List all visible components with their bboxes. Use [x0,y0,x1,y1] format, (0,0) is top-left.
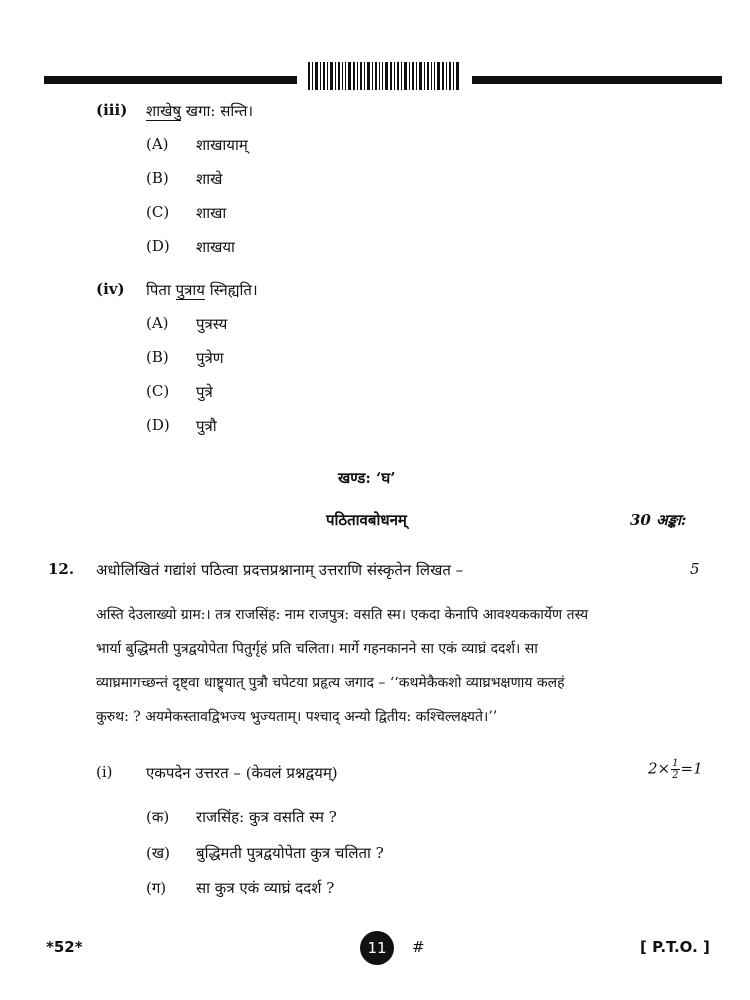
footer-code: *52* [46,938,83,956]
option-text: शाखायाम् [196,136,248,154]
marks-post: =1 [680,759,703,778]
option-label: (A) [146,135,169,153]
subquestion-text: बुद्धिमती पुत्रद्वयोपेता कुत्र चलिता ? [196,844,384,862]
fraction-numerator: 1 [672,758,679,769]
option-label: (D) [146,416,170,434]
section-heading: खण्ड: ‘घ’ [338,469,396,487]
sentence-rest: स्निह्यति। [205,281,258,299]
sentence-rest: खगा: सन्ति। [181,102,254,120]
option-text: पुत्रे [196,383,213,401]
subquestion-label: (ख) [146,844,170,862]
option-text: शाखया [196,238,235,256]
question-12-instruction: अधोलिखितं गद्यांशं पठित्वा प्रदत्तप्रश्नानाम् उत्तराणि संस्कृतेन लिखत – [96,561,464,579]
subquestion-i-instruction: एकपदेन उत्तरत – (केवलं प्रश्नद्वयम्) [146,764,338,782]
option-text: शाखा [196,204,227,222]
underlined-word: पुत्राय [175,281,205,299]
section-subheading: पठितावबोधनम् [326,511,407,529]
question-iv-sentence [146,280,258,300]
option-label: (A) [146,314,169,332]
option-text: शाखे [196,170,223,188]
subquestion-i-number: (i) [96,763,113,781]
option-label: (C) [146,203,170,221]
option-label: (D) [146,237,170,255]
subquestion-label: (क) [146,808,170,826]
option-label: (B) [146,348,169,366]
question-iii-sentence [146,101,253,121]
option-text: पुत्रस्य [196,315,228,333]
question-12-number: 12. [48,560,75,578]
subquestion-i-marks [648,758,703,781]
marks-pre: 2× [648,759,671,778]
underlined-word: शाखेषु [146,102,182,120]
subquestion-text: सा कुत्र एकं व्याघ्रं ददर्श ? [196,879,335,897]
passage-line: कुरुथ: ? अयमेकस्तावद्विभज्य भुज्यताम्। पश्चाद् अन्यो द्वितीय: कश्चिल्लक्ष्यते।’’ [96,709,498,725]
option-text: पुत्रेण [196,349,224,367]
header-rule-right [472,76,722,84]
section-marks: 30 अङ्का: [630,511,687,529]
fraction-denominator: 2 [672,770,679,781]
footer-pto: [ P.T.O. ] [640,938,710,956]
option-label: (C) [146,382,170,400]
sentence-pre: पिता [146,281,176,299]
passage-line: व्याघ्रमागच्छन्तं दृष्ट्वा धाष्ट्र्यात् पुत्रौ चपेटया प्रहृत्य जगाद – ‘‘कथमेकैकशो व्याघ्रभक्षणाय कलहं [96,675,565,691]
passage-line: भार्या बुद्धिमती पुत्रद्वयोपेता पितुर्गृहं प्रति चलिता। मार्गे गहनकानने सा एकं व्याघ्रं ददर्श। सा [96,641,538,657]
footer-hash: # [412,938,425,956]
subquestion-label: (ग) [146,879,167,897]
question-iv-number: (iv) [96,280,125,298]
header-rule-left [44,76,297,84]
option-text: पुत्रौ [196,417,217,435]
question-iii-number: (iii) [96,101,128,119]
subquestion-text: राजसिंह: कुत्र वसति स्म ? [196,808,337,826]
marks-fraction [671,758,679,781]
question-12-marks: 5 [690,560,700,578]
page-number: 11 [360,931,394,965]
option-label: (B) [146,169,169,187]
barcode-icon [308,62,460,90]
passage-line: अस्ति देउलाख्यो ग्राम:। तत्र राजसिंह: नाम राजपुत्र: वसति स्म। एकदा केनापि आवश्यककार्येण तस्य [96,607,589,623]
